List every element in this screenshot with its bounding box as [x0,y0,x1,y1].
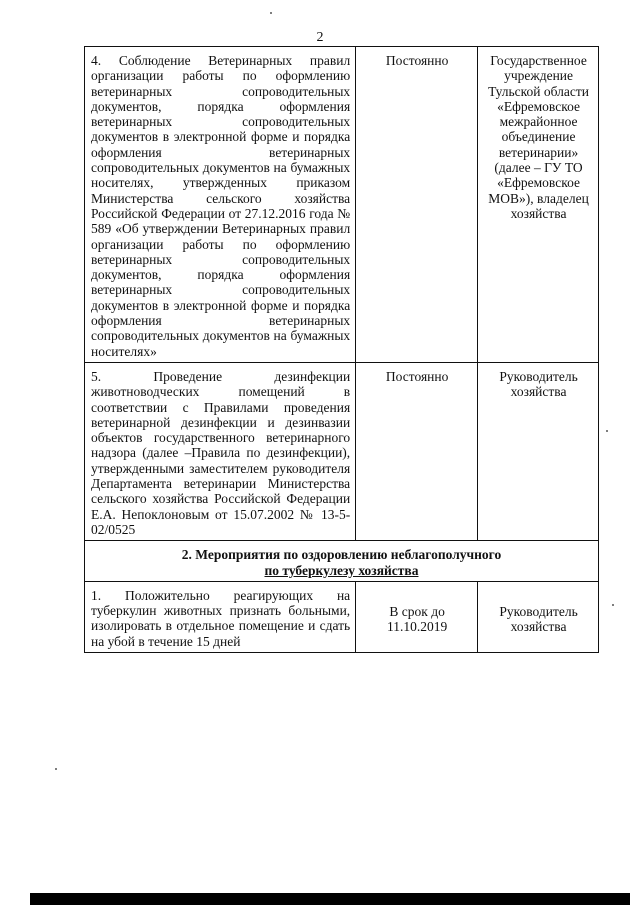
measure-cell: 4. Соблюдение Ветеринарных правил организации работы по оформлению ветеринарных сопроводительных документов, порядка оформления ветеринарных сопроводительных документов в электронной форме и порядка оформления ветеринарных сопроводительных документов на бумажных носителях, утвержденных приказом Министерства сельского хозяйства Российской Федерации от 27.12.2016 года № 589 «Об утверждении Ветеринарных правил организации работы по оформлению ветеринарных сопроводительных документов, порядка оформления ветеринарных сопроводительных документов в электронной форме и порядка оформления ветеринарных сопроводительных документов на бумажных носителях» [85,47,356,363]
scan-speck [55,768,57,770]
table-row [85,47,599,363]
responsible-cell: Руководитель хозяйства [478,581,599,652]
scan-speck [270,12,272,14]
scan-speck [606,430,608,432]
measure-cell: 5. Проведение дезинфекции животноводческих помещений в соответствии с Правилами проведения ветеринарной дезинфекции и дезинвазии объектов государственного ветеринарного надзора (далее –Правила по дезинфекции), утвержденными заместителем руководителя Департамента ветеринарии Министерства сельского хозяйства Российской Федерации Е.А. Непоклоновым от 15.07.2002 № 13-5-02/0525 [85,362,356,540]
responsible-cell: Руководитель хозяйства [478,362,599,540]
table-row [85,581,599,652]
section-title-line1: 2. Мероприятия по оздоровлению неблагополучного [181,547,502,563]
section-header [85,541,599,582]
measure-cell: 1. Положительно реагирующих на туберкулин животных признать больными, изолировать в отдельное помещение и сдать на убой в течение 15 дней [85,581,356,652]
term-cell: В срок до 11.10.2019 [356,581,478,652]
table-row [85,362,599,540]
scan-speck [612,604,614,606]
scan-edge-shadow [30,893,630,905]
term-cell: Постоянно [356,47,478,363]
responsible-cell: Государственное учреждение Тульской области «Ефремовское межрайонное объединение ветеринарии» (далее – ГУ ТО «Ефремовское МОВ»), владелец хозяйства [478,47,599,363]
measures-table [84,46,599,653]
section-title-line2: по туберкулезу хозяйства [264,562,419,578]
term-cell: Постоянно [356,362,478,540]
section-header-row [85,541,599,582]
page-number: 2 [316,30,324,45]
